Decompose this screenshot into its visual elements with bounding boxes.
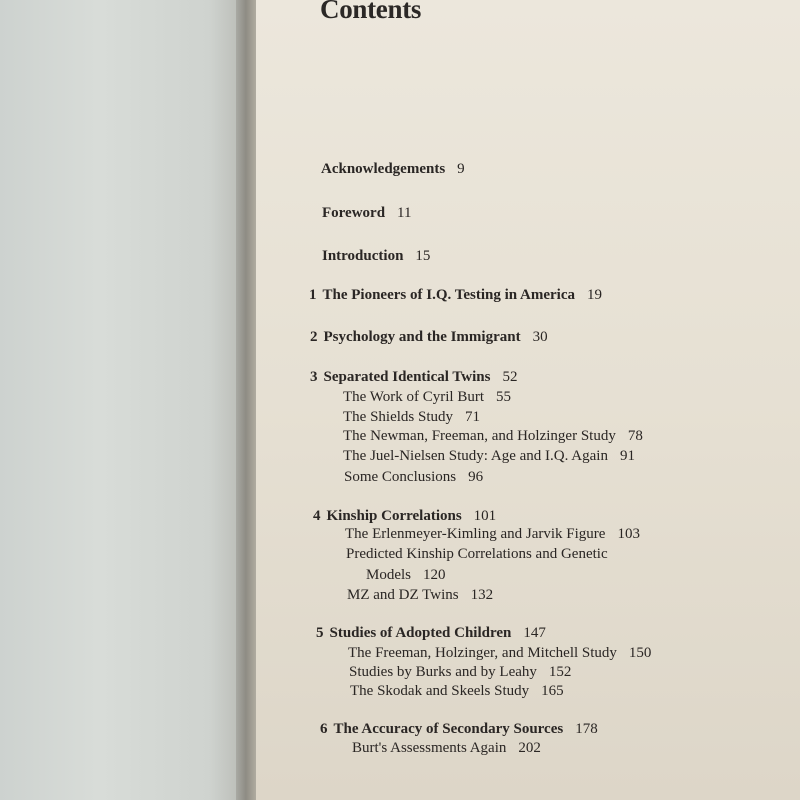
toc-page-number: 147 <box>523 625 546 641</box>
toc-section-label: Burt's Assessments Again <box>352 740 507 756</box>
chapter-number: 5 <box>316 625 324 641</box>
chapter-title: Psychology and the Immigrant <box>323 329 521 345</box>
chapter-title: The Pioneers of I.Q. Testing in America <box>322 287 575 303</box>
chapter-title: Kinship Correlations <box>326 508 462 524</box>
toc-section-label: The Skodak and Skeels Study <box>350 683 530 699</box>
chapter-number: 2 <box>310 329 318 345</box>
toc-entry-label: Acknowledgements <box>321 161 446 177</box>
toc-page-number: 78 <box>627 428 643 444</box>
toc-page-number: 150 <box>628 645 652 661</box>
toc-page-number: 9 <box>457 161 465 177</box>
toc-section-label: MZ and DZ Twins <box>347 587 459 603</box>
toc-page-number: 11 <box>397 205 412 221</box>
toc-page-number: 120 <box>423 567 446 583</box>
toc-page-number: 132 <box>470 587 494 603</box>
toc-page-number: 30 <box>532 329 548 345</box>
toc-page-number: 71 <box>465 409 481 425</box>
chapter-title: The Accuracy of Secondary Sources <box>333 721 564 737</box>
book-gutter <box>236 0 258 800</box>
toc-page-number: 19 <box>587 287 602 303</box>
toc-section-label: Predicted Kinship Correlations and Genetic <box>346 546 608 562</box>
toc-chapter-3 <box>310 369 517 386</box>
chapter-title: Separated Identical Twins <box>323 369 491 385</box>
toc-section <box>347 587 493 604</box>
toc-entry-acknowledgements <box>321 161 465 178</box>
chapter-title: Studies of Adopted Children <box>329 625 512 641</box>
toc-section <box>343 409 480 426</box>
toc-page-number: 52 <box>502 369 518 385</box>
toc-entry-label: Introduction <box>322 248 404 264</box>
toc-page-number: 91 <box>619 448 635 464</box>
toc-section <box>350 683 564 700</box>
toc-page-number: 165 <box>541 683 564 699</box>
chapter-number: 4 <box>313 508 321 524</box>
toc-section-label: The Freeman, Holzinger, and Mitchell Study <box>348 645 617 661</box>
toc-chapter-2 <box>310 329 548 346</box>
toc-chapter-6 <box>320 721 598 738</box>
chapter-number: 1 <box>309 287 317 303</box>
toc-entry-introduction <box>322 248 430 265</box>
toc-section-label: The Newman, Freeman, and Holzinger Study <box>343 428 616 444</box>
page-title: Contents <box>320 0 422 24</box>
toc-section <box>349 664 571 681</box>
toc-section-label: The Erlenmeyer-Kimling and Jarvik Figure <box>345 526 606 542</box>
toc-entry-foreword <box>322 205 412 222</box>
toc-page-number: 55 <box>496 389 511 405</box>
toc-section-label: Some Conclusions <box>344 469 457 485</box>
toc-section <box>343 448 635 465</box>
toc-chapter-1 <box>309 287 602 304</box>
toc-page-number: 152 <box>548 664 572 680</box>
chapter-number: 6 <box>320 721 328 737</box>
toc-page-number: 202 <box>518 740 541 756</box>
toc-page-number: 101 <box>473 508 497 524</box>
left-page <box>0 0 246 800</box>
toc-section <box>345 526 640 543</box>
toc-section <box>343 389 511 406</box>
chapter-number: 3 <box>310 369 318 385</box>
toc-section <box>344 469 483 486</box>
toc-page-number: 96 <box>468 469 484 485</box>
toc-chapter-4 <box>313 508 496 525</box>
toc-section-label: The Work of Cyril Burt <box>343 389 484 405</box>
toc-section-continued <box>366 567 446 584</box>
toc-section-label: Models <box>366 567 411 583</box>
toc-section <box>346 546 608 563</box>
toc-section-label: Studies by Burks and by Leahy <box>349 664 537 680</box>
toc-section <box>343 428 643 445</box>
toc-page-number: 178 <box>575 721 598 737</box>
toc-page-number: 103 <box>617 526 640 542</box>
toc-section <box>348 645 651 662</box>
toc-section <box>352 740 541 757</box>
toc-section-label: The Shields Study <box>343 409 454 425</box>
toc-entry-label: Foreword <box>322 205 386 221</box>
toc-section-label: The Juel-Nielsen Study: Age and I.Q. Again <box>343 448 608 464</box>
toc-page-number: 15 <box>415 248 431 264</box>
toc-chapter-5 <box>316 625 546 642</box>
